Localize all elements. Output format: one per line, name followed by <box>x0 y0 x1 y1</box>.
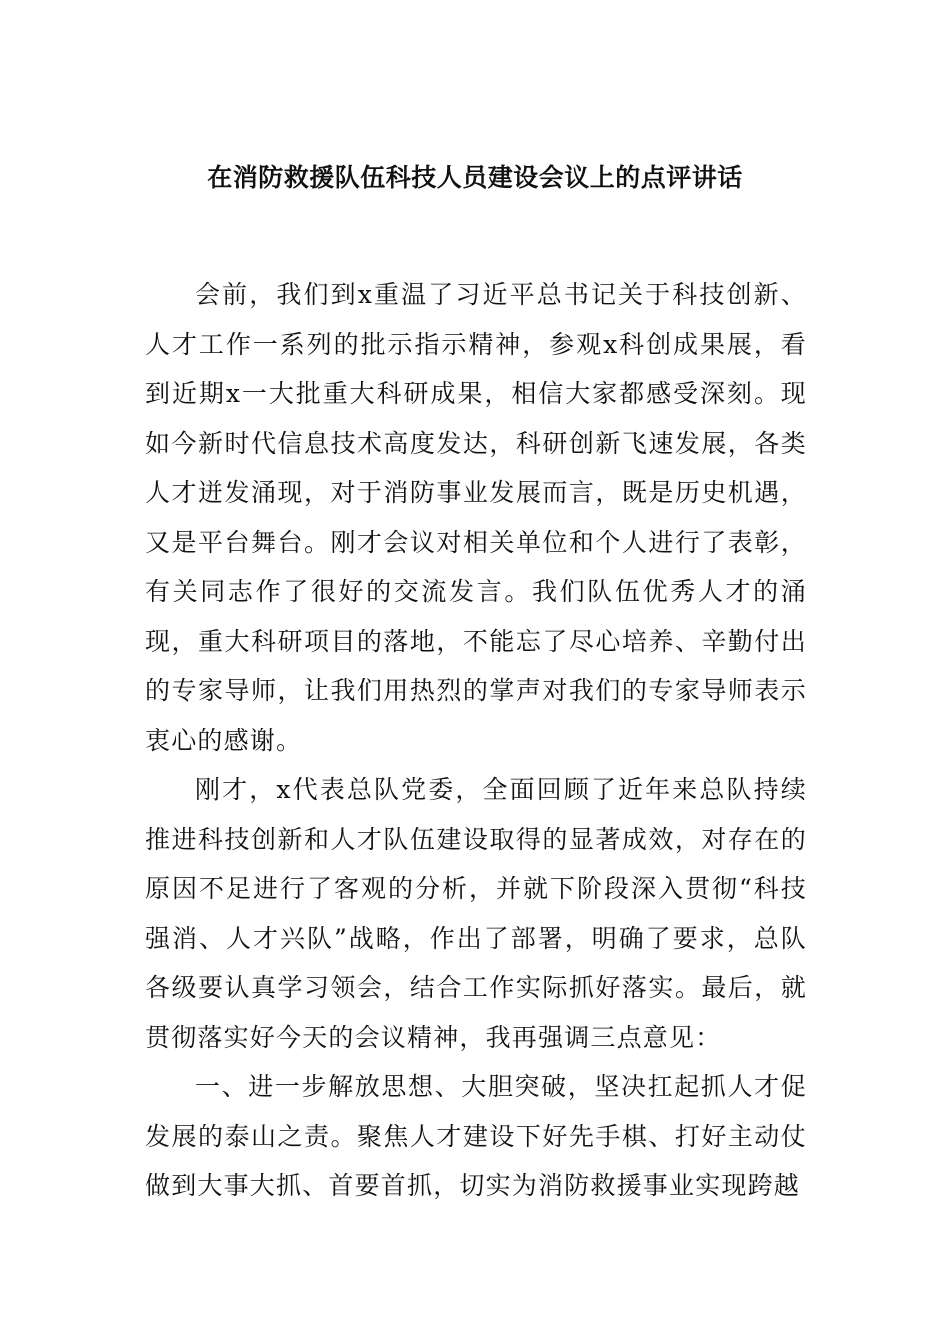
paragraph-1: 会前，我们到x重温了习近平总书记关于科技创新、人才工作一系列的批示指示精神，参观x科创成果展，看到近期x一大批重大科研成果，相信大家都感受深刻。现如今新时代信息技术高度发达，科研创新飞速发展，各类人才迸发涌现，对于消防事业发展而言，既是历史机遇，又是平台舞台。刚才会议对相关单位和个人进行了表彰，有关同志作了很好的交流发言。我们队伍优秀人才的涌现，重大科研项目的落地，不能忘了尽心培养、辛勤付出的专家导师，让我们用热烈的掌声对我们的专家导师表示衷心的感谢。 <box>145 280 807 755</box>
paragraph-3: 一、进一步解放思想、大胆突破，坚决扛起抓人才促发展的泰山之责。聚焦人才建设下好先手棋、打好主动仗做到大事大抓、首要首抓，切实为消防救援事业实现跨越 <box>145 1072 807 1200</box>
document-body <box>145 270 807 1211</box>
paragraph-2: 刚才，x代表总队党委，全面回顾了近年来总队持续推进科技创新和人才队伍建设取得的显著成效，对存在的原因不足进行了客观的分析，并就下阶段深入贯彻“科技强消、人才兴队”战略，作出了部署，明确了要求，总队各级要认真学习领会，结合工作实际抓好落实。最后，就贯彻落实好今天的会议精神，我再强调三点意见： <box>145 775 807 1052</box>
document-title: 在消防救援队伍科技人员建设会议上的点评讲话 <box>207 163 743 192</box>
